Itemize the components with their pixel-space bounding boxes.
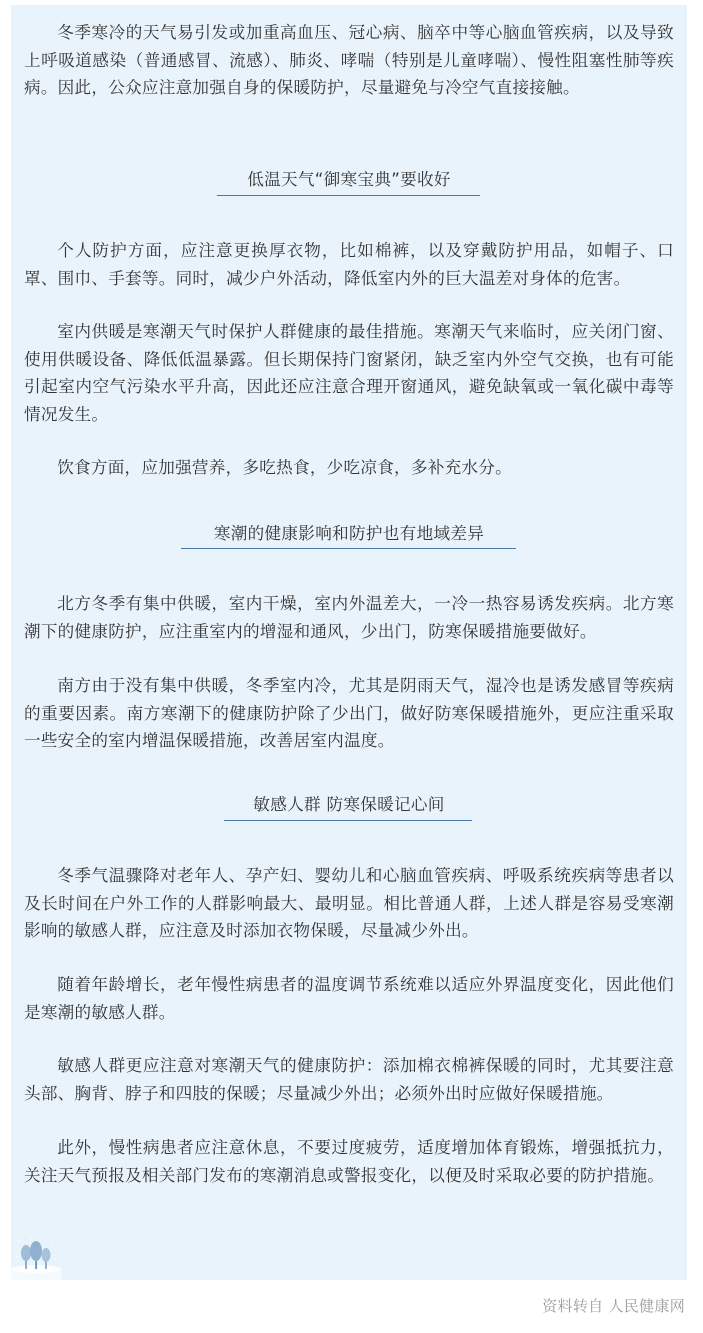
article-paragraph: 冬季寒冷的天气易引发或加重高血压、冠心病、脑卒中等心脑血管疾病，以及导致上呼吸道感染（普通感冒、流感）、肺炎、哮喘（特别是儿童哮喘）、慢性阻塞性肺等疾病。因此，公众应注意加强自身的保暖防护，尽量避免与冷空气直接接触。	[24, 23, 674, 97]
article-panel	[11, 5, 687, 1280]
heading-underline	[181, 548, 516, 549]
section-heading: 敏感人群 防寒保暖记心间	[253, 795, 445, 814]
article-paragraph: 个人防护方面，应注意更换厚衣物，比如棉裤，以及穿戴防护用品，如帽子、口罩、围巾、手套等。同时，减少户外活动，降低室内外的巨大温差对身体的危害。	[24, 241, 674, 288]
snowy-trees-icon	[11, 1233, 61, 1280]
article-paragraph: 室内供暖是寒潮天气时保护人群健康的最佳措施。寒潮天气来临时，应关闭门窗、使用供暖设备、降低低温暴露。但长期保持门窗紧闭，缺乏室内外空气交换，也有可能引起室内空气污染水平升高，因此还应注意合理开窗通风，避免缺氧或一氧化碳中毒等情况发生。	[24, 322, 674, 424]
section-heading: 寒潮的健康影响和防护也有地域差异	[213, 524, 485, 543]
source-attribution: 资料转自 人民健康网	[542, 1297, 685, 1315]
article-paragraph: 北方冬季有集中供暖，室内干燥，室内外温差大，一冷一热容易诱发疾病。北方寒潮下的健康防护，应注重室内的增湿和通风，少出门，防寒保暖措施要做好。	[24, 594, 674, 641]
article-paragraph: 冬季气温骤降对老年人、孕产妇、婴幼儿和心脑血管疾病、呼吸系统疾病等患者以及长时间在户外工作的人群影响最大、最明显。相比普通人群，上述人群是容易受寒潮影响的敏感人群，应注意及时添加衣物保暖，尽量减少外出。	[24, 866, 674, 940]
article-paragraph: 敏感人群更应注意对寒潮天气的健康防护：添加棉衣棉裤保暖的同时，尤其要注意头部、胸背、脖子和四肢的保暖；尽量减少外出；必须外出时应做好保暖措施。	[24, 1056, 674, 1103]
article-paragraph: 随着年龄增长，老年慢性病患者的温度调节系统难以适应外界温度变化，因此他们是寒潮的敏感人群。	[24, 975, 674, 1022]
heading-underline	[224, 820, 472, 821]
section-heading: 低温天气“御寒宝典”要收好	[247, 170, 451, 189]
heading-underline	[217, 195, 480, 196]
article-paragraph: 南方由于没有集中供暖，冬季室内冷，尤其是阴雨天气，湿冷也是诱发感冒等疾病的重要因素。南方寒潮下的健康防护除了少出门，做好防寒保暖措施外，更应注重采取一些安全的室内增温保暖措施，改善居室内温度。	[24, 676, 674, 750]
article-paragraph: 此外，慢性病患者应注意休息，不要过度疲劳，适度增加体育锻炼，增强抵抗力，关注天气预报及相关部门发布的寒潮消息或警报变化，以便及时采取必要的防护措施。	[24, 1138, 674, 1185]
article-paragraph: 饮食方面，应加强营养，多吃热食，少吃凉食，多补充水分。	[57, 458, 512, 477]
